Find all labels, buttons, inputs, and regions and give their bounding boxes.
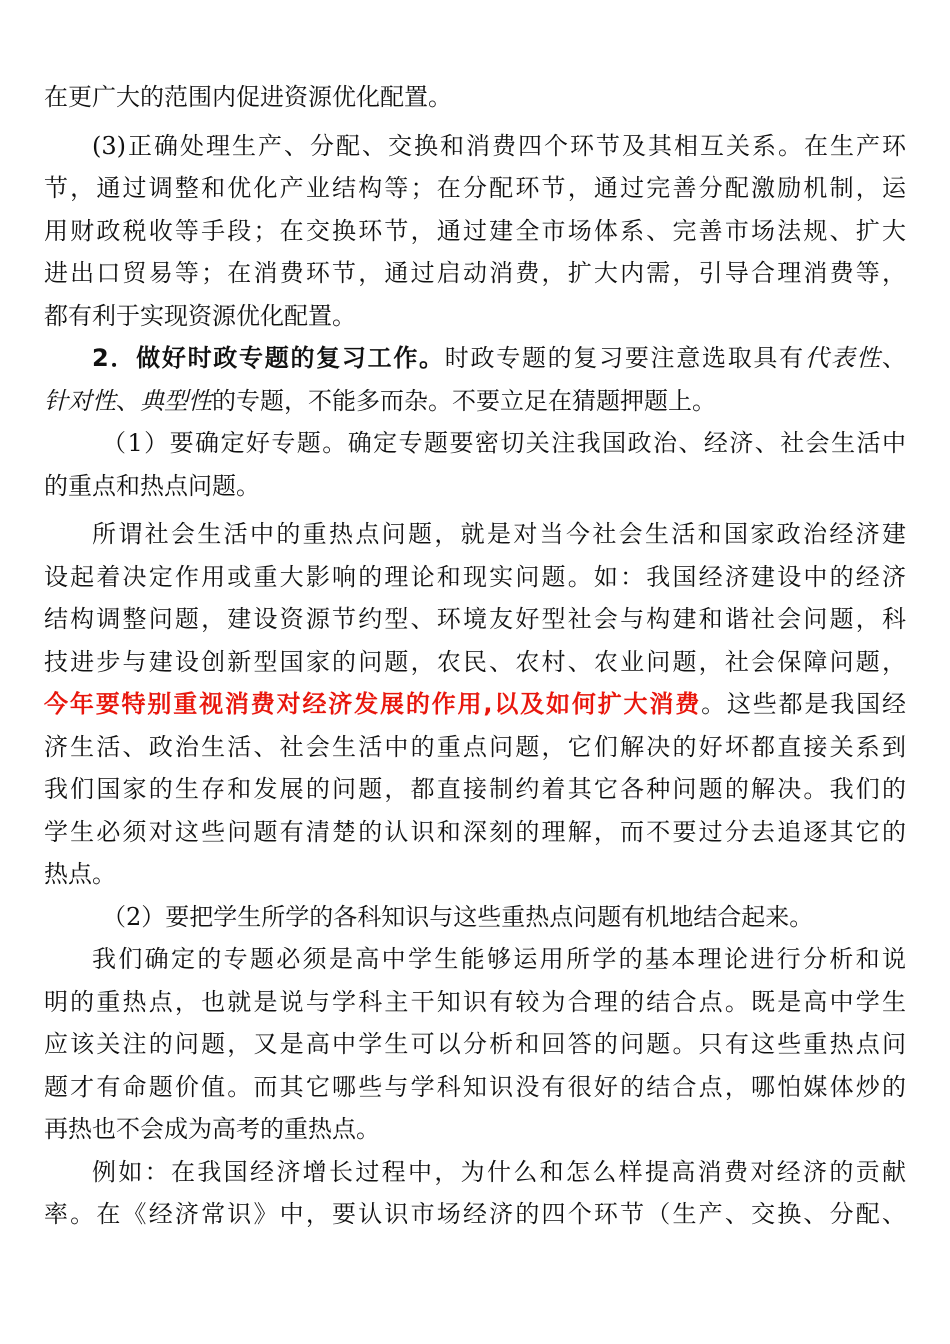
section-heading: 2．做好时政专题的复习工作。 [92,344,445,372]
paragraph-line: 技进步与建设创新型国家的问题，农民、农村、农业问题，社会保障问题， [44,647,906,676]
paragraph-line [44,380,906,423]
paragraph-line: 设起着决定作用或重大影响的理论和现实问题。如：我国经济建设中的经济 [44,562,906,591]
paragraph-line: 节，通过调整和优化产业结构等；在分配环节，通过完善分配激励机制，运 [44,174,906,202]
paragraph-line [44,683,906,726]
paragraph-line: （1）要确定好专题。确定专题要密切关注我国政治、经济、社会生活中 [102,429,906,457]
highlighted-text: 今年要特别重视消费对经济发展的作用,以及如何扩大消费 [44,690,702,718]
body-text: 的专题，不能多而杂。不要立足在猜题押题上。 [212,386,716,415]
paragraph-line: 结构调整问题，建设资源节约型、环境友好型社会与构建和谐社会问题，科 [44,605,906,633]
emphasis-text: 针对性 [44,386,116,415]
heading-body-text: 时政专题的复习要注意选取具有 [444,344,805,372]
paragraph-line: 题才有命题价值。而其它哪些与学科知识没有很好的结合点，哪怕媒体炒的 [44,1072,906,1101]
paragraph-line: 济生活、政治生活、社会生活中的重点问题，它们解决的好坏都直接关系到 [44,732,906,761]
paragraph-line: 再热也不会成为高考的重热点。 [44,1115,380,1143]
paragraph-line: 热点。 [44,860,116,888]
paragraph-line: 所谓社会生活中的重热点问题，就是对当今社会生活和国家政治经济建 [92,520,906,548]
paragraph-line: 的重点和热点问题。 [44,471,260,500]
paragraph-line: 我们确定的专题必须是高中学生能够运用所学的基本理论进行分析和说 [92,945,906,973]
emphasis-text: 典型性 [140,386,212,415]
paragraph-line: 率。在《经济常识》中，要认识市场经济的四个环节（生产、交换、分配、 [44,1200,906,1228]
emphasis-text: 代表性 [804,344,883,372]
paragraph-line: 例如：在我国经济增长过程中，为什么和怎么样提高消费对经济的贡献 [92,1157,906,1186]
document-body [44,76,906,1236]
paragraph-line: 用财政税收等手段；在交换环节，通过建全市场体系、完善市场法规、扩大 [44,216,906,245]
paragraph-line: 学生必须对这些问题有清楚的认识和深刻的理解，而不要过分去追逐其它的 [44,817,906,846]
punctuation: 、 [116,386,140,415]
paragraph-line: （2）要把学生所学的各科知识与这些重热点问题有机地结合起来。 [102,902,814,931]
paragraph-line: (3)正确处理生产、分配、交换和消费四个环节及其相互关系。在生产环 [92,131,906,160]
body-text: 。这些都是我国经 [701,690,906,718]
paragraph-line: 明的重热点，也就是说与学科主干知识有较为合理的结合点。既是高中学生 [44,987,906,1016]
paragraph-line: 在更广大的范围内促进资源优化配置。 [44,83,452,111]
section-heading-line [44,337,906,380]
punctuation: 、 [882,344,906,372]
paragraph-line: 我们国家的生存和发展的问题，都直接制约着其它各种问题的解决。我们的 [44,775,906,803]
paragraph-line: 都有利于实现资源优化配置。 [44,301,356,330]
paragraph-line: 进出口贸易等；在消费环节，通过启动消费，扩大内需，引导合理消费等， [44,259,906,287]
paragraph-line: 应该关注的问题，又是高中学生可以分析和回答的问题。只有这些重热点问 [44,1030,906,1058]
